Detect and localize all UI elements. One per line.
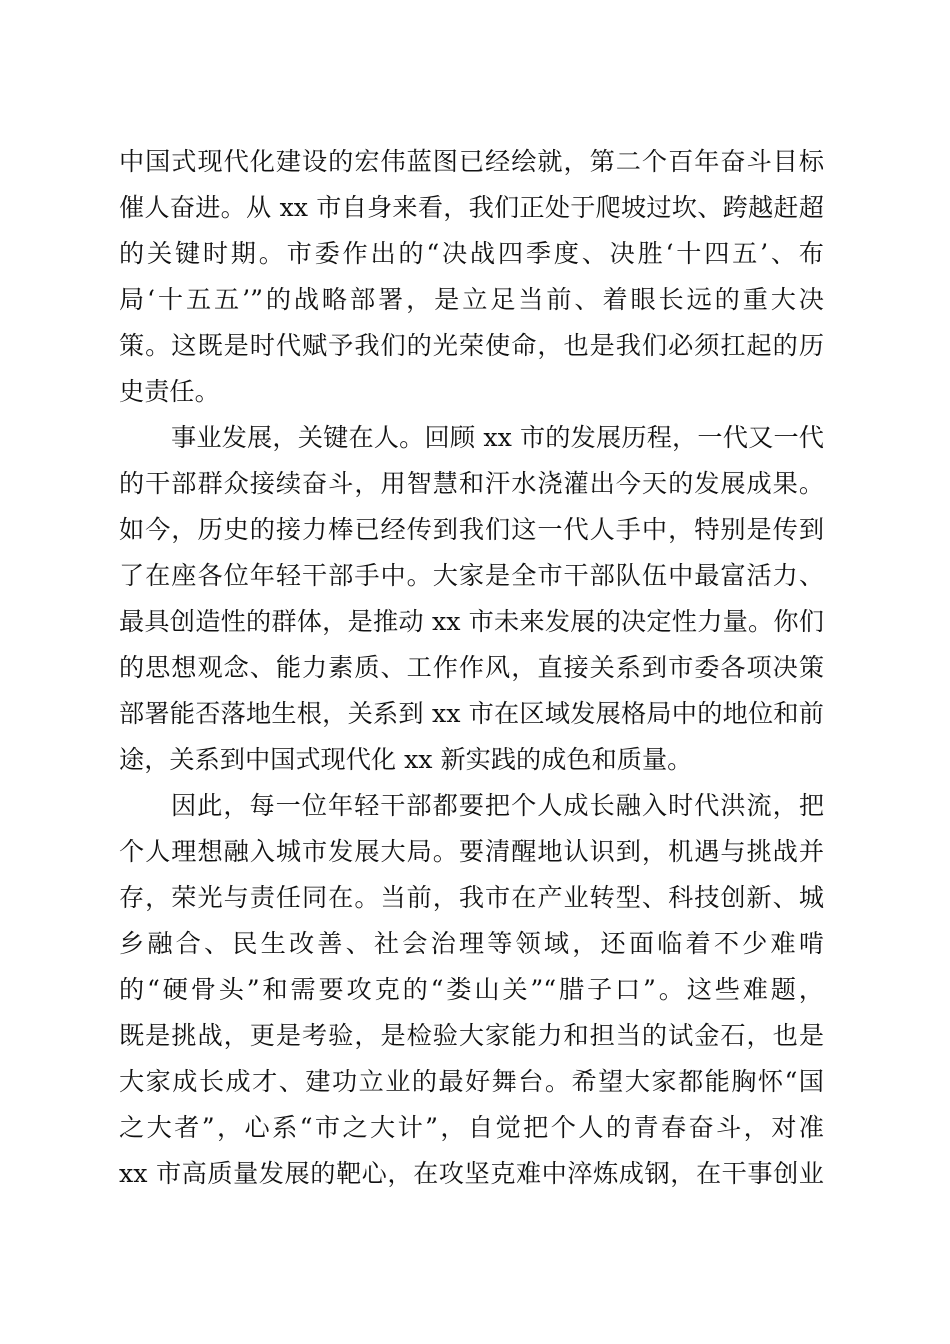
- paragraph-3-line-3: 存，荣光与责任同在。当前，我市在产业转型、科技创新、城: [119, 883, 824, 912]
- paragraph-3-line-9: xx 市高质量发展的靶心，在攻坚克难中淬炼成钢，在干事创业: [119, 1159, 824, 1188]
- paragraph-2-line-8: 途，关系到中国式现代化 xx 新实践的成色和质量。: [119, 745, 693, 774]
- paragraph-1-line-5: 策。这既是时代赋予我们的光荣使命，也是我们必须扛起的历: [119, 331, 824, 360]
- paragraph-2-line-2: 的干部群众接续奋斗，用智慧和汗水浇灌出今天的发展成果。: [119, 469, 824, 498]
- paragraph-3-line-2: 个人理想融入城市发展大局。要清醒地认识到，机遇与挑战并: [119, 837, 824, 866]
- paragraph-2-line-4: 了在座各位年轻干部手中。大家是全市干部队伍中最富活力、: [119, 561, 824, 590]
- paragraph-3-line-7: 大家成长成才、建功立业的最好舞台。希望大家都能胸怀“国: [119, 1067, 824, 1096]
- paragraph-2-line-5: 最具创造性的群体，是推动 xx 市未来发展的决定性力量。你们: [119, 607, 824, 636]
- paragraph-3-line-4: 乡融合、民生改善、社会治理等领域，还面临着不少难啃: [119, 929, 824, 958]
- paragraph-1-line-2: 催人奋进。从 xx 市自身来看，我们正处于爬坡过坎、跨越赶超: [119, 193, 824, 222]
- paragraph-1-line-6: 史责任。: [119, 377, 220, 406]
- paragraph-3-line-5: 的“硬骨头”和需要攻克的“娄山关”“腊子口”。这些难题，: [119, 975, 824, 1004]
- paragraph-3-line-8: 之大者”，心系“市之大计”，自觉把个人的青春奋斗，对准: [119, 1113, 824, 1142]
- paragraph-2-line-3: 如今，历史的接力棒已经传到我们这一代人手中，特别是传到: [119, 515, 824, 544]
- paragraph-2-line-6: 的思想观念、能力素质、工作作风，直接关系到市委各项决策: [119, 653, 824, 682]
- paragraph-2-line-1: 事业发展，关键在人。回顾 xx 市的发展历程，一代又一代: [171, 423, 824, 452]
- paragraph-2-line-7: 部署能否落地生根，关系到 xx 市在区域发展格局中的地位和前: [119, 699, 824, 728]
- paragraph-1-line-4: 局‘十五五’”的战略部署，是立足当前、着眼长远的重大决: [119, 285, 824, 314]
- paragraph-3-line-6: 既是挑战，更是考验，是检验大家能力和担当的试金石，也是: [119, 1021, 824, 1050]
- paragraph-1-line-1: 中国式现代化建设的宏伟蓝图已经绘就，第二个百年奋斗目标: [119, 147, 824, 176]
- paragraph-1-line-3: 的关键时期。市委作出的“决战四季度、决胜‘十四五’、布: [119, 239, 824, 268]
- paragraph-3-line-1: 因此，每一位年轻干部都要把个人成长融入时代洪流，把: [171, 791, 824, 820]
